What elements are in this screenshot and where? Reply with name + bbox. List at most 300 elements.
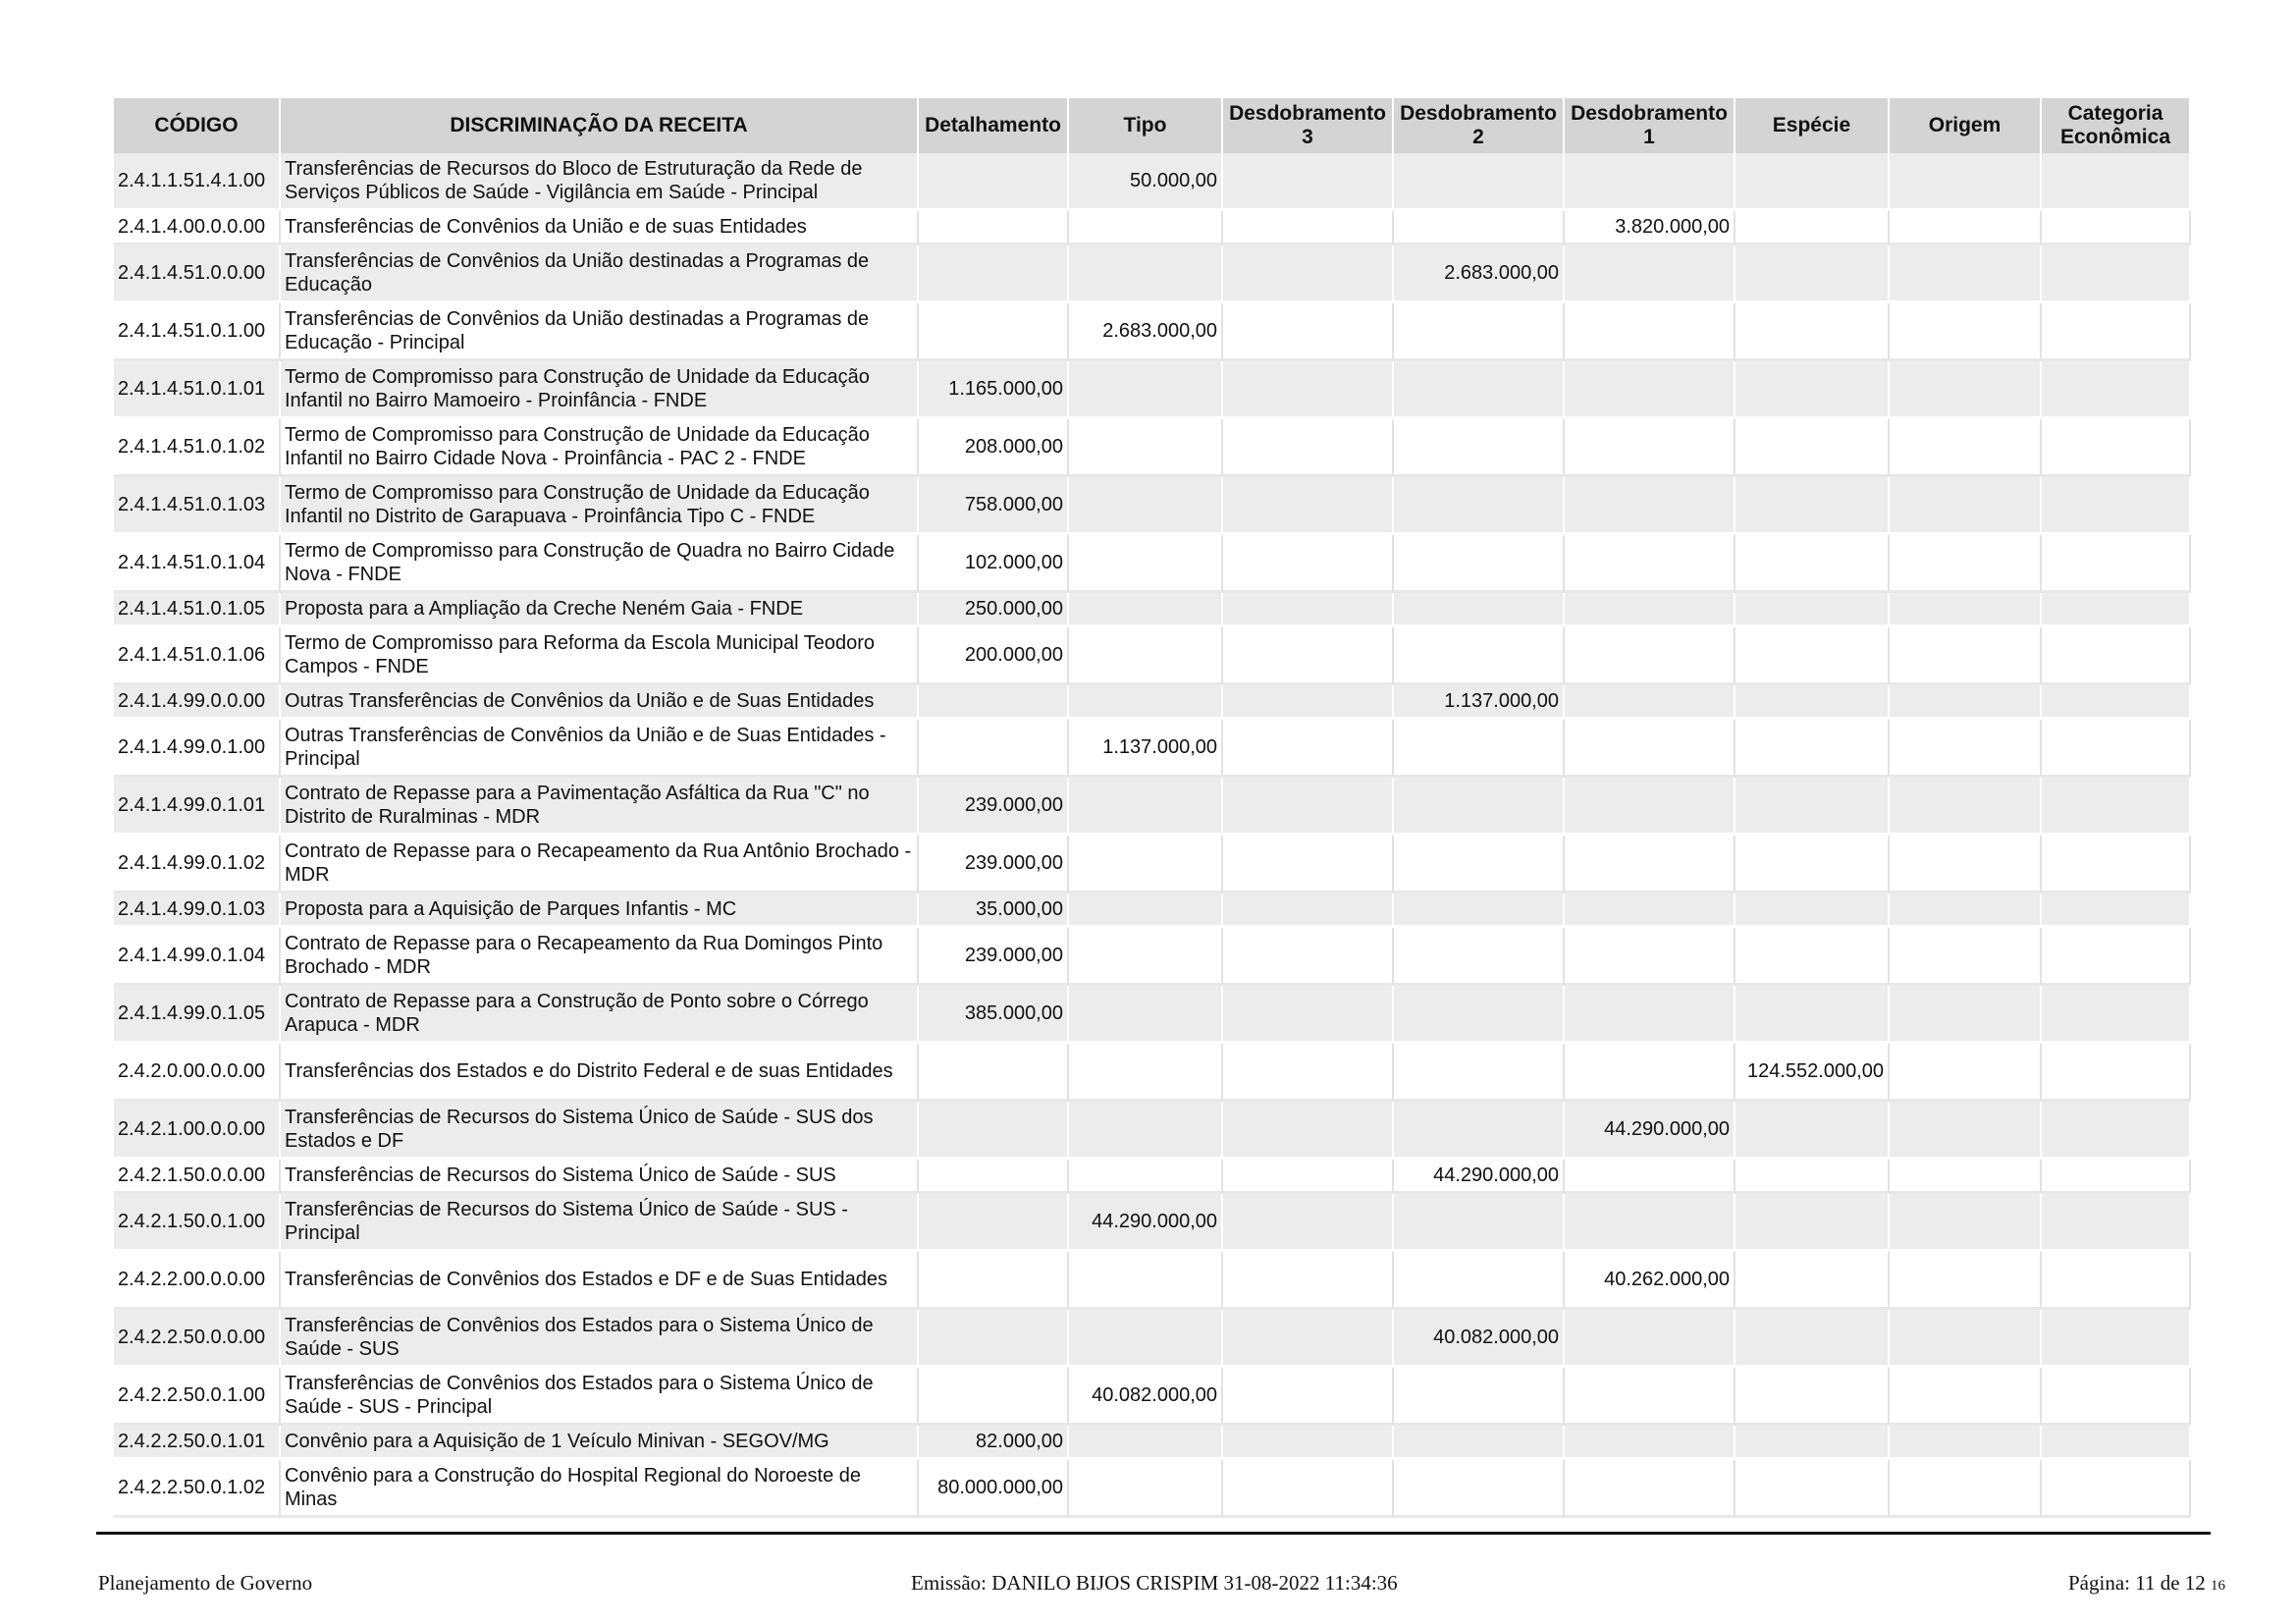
cell-tipo	[1069, 419, 1223, 477]
cell-desdobramento-1	[1565, 778, 1735, 836]
cell-desdobramento-2	[1394, 627, 1565, 685]
cell-desdobramento-2	[1394, 1426, 1565, 1460]
cell-origem	[1890, 778, 2042, 836]
cell-tipo	[1069, 685, 1223, 720]
cell-description: Outras Transferências de Convênios da União e de Suas Entidades	[281, 685, 919, 720]
cell-categoria-economica	[2042, 720, 2191, 778]
footer-page-label: Página: 11 de 12	[2068, 1571, 2206, 1595]
table-row	[114, 1368, 2191, 1426]
cell-especie	[1735, 986, 1890, 1044]
cell-origem	[1890, 836, 2042, 893]
cell-desdobramento-3	[1223, 1044, 1394, 1102]
cell-especie	[1735, 1252, 1890, 1310]
cell-desdobramento-1	[1565, 685, 1735, 720]
cell-desdobramento-3	[1223, 535, 1394, 593]
cell-origem	[1890, 685, 2042, 720]
cell-especie	[1735, 928, 1890, 986]
table-row	[114, 893, 2191, 928]
cell-code: 2.4.2.1.00.0.0.00	[114, 1102, 281, 1160]
cell-desdobramento-1	[1565, 893, 1735, 928]
cell-code: 2.4.1.4.99.0.1.00	[114, 720, 281, 778]
cell-description: Termo de Compromisso para Construção de Unidade da Educação Infantil no Bairro Cidade Nova - Proinfância - PAC 2 - FNDE	[281, 419, 919, 477]
table-row	[114, 778, 2191, 836]
cell-description: Contrato de Repasse para o Recapeamento da Rua Antônio Brochado - MDR	[281, 836, 919, 893]
table-body	[114, 153, 2191, 1518]
cell-code: 2.4.1.4.99.0.0.00	[114, 685, 281, 720]
table-row	[114, 836, 2191, 893]
cell-tipo	[1069, 986, 1223, 1044]
cell-especie	[1735, 303, 1890, 361]
cell-desdobramento-1	[1565, 928, 1735, 986]
cell-origem	[1890, 419, 2042, 477]
header-categoria-economica: Categoria Econômica	[2042, 98, 2191, 153]
table-row	[114, 477, 2191, 535]
cell-description: Termo de Compromisso para Reforma da Escola Municipal Teodoro Campos - FNDE	[281, 627, 919, 685]
cell-desdobramento-2	[1394, 361, 1565, 419]
cell-description: Contrato de Repasse para o Recapeamento da Rua Domingos Pinto Brochado - MDR	[281, 928, 919, 986]
cell-tipo	[1069, 535, 1223, 593]
cell-code: 2.4.1.4.99.0.1.04	[114, 928, 281, 986]
cell-description: Transferências de Recursos do Sistema Único de Saúde - SUS - Principal	[281, 1194, 919, 1252]
table-row	[114, 361, 2191, 419]
cell-detalhamento	[919, 1252, 1069, 1310]
header-desdobramento-1: Desdobramento 1	[1565, 98, 1735, 153]
cell-desdobramento-1	[1565, 477, 1735, 535]
cell-description: Transferências de Recursos do Sistema Único de Saúde - SUS	[281, 1160, 919, 1194]
cell-tipo	[1069, 1426, 1223, 1460]
header-discriminacao: DISCRIMINAÇÃO DA RECEITA	[281, 98, 919, 153]
table-row	[114, 928, 2191, 986]
cell-tipo	[1069, 627, 1223, 685]
cell-detalhamento	[919, 1102, 1069, 1160]
table-row	[114, 419, 2191, 477]
cell-especie	[1735, 419, 1890, 477]
cell-description: Termo de Compromisso para Construção de Unidade da Educação Infantil no Bairro Mamoeiro - Proinfância - FNDE	[281, 361, 919, 419]
cell-especie	[1735, 535, 1890, 593]
cell-description: Outras Transferências de Convênios da União e de Suas Entidades - Principal	[281, 720, 919, 778]
cell-desdobramento-3	[1223, 928, 1394, 986]
table-header-row	[114, 98, 2191, 153]
cell-desdobramento-3	[1223, 361, 1394, 419]
cell-description: Transferências de Convênios dos Estados e DF e de Suas Entidades	[281, 1252, 919, 1310]
cell-detalhamento	[919, 211, 1069, 245]
cell-categoria-economica	[2042, 1310, 2191, 1368]
cell-desdobramento-1	[1565, 986, 1735, 1044]
cell-tipo	[1069, 593, 1223, 627]
cell-detalhamento: 208.000,00	[919, 419, 1069, 477]
cell-desdobramento-1	[1565, 836, 1735, 893]
cell-description: Transferências de Convênios da União destinadas a Programas de Educação - Principal	[281, 303, 919, 361]
cell-desdobramento-3	[1223, 720, 1394, 778]
cell-desdobramento-2	[1394, 836, 1565, 893]
cell-desdobramento-1	[1565, 1194, 1735, 1252]
cell-origem	[1890, 1252, 2042, 1310]
cell-desdobramento-2	[1394, 893, 1565, 928]
cell-desdobramento-2: 2.683.000,00	[1394, 245, 1565, 303]
cell-code: 2.4.1.4.51.0.0.00	[114, 245, 281, 303]
cell-categoria-economica	[2042, 836, 2191, 893]
cell-categoria-economica	[2042, 1426, 2191, 1460]
cell-tipo	[1069, 477, 1223, 535]
table-row	[114, 1160, 2191, 1194]
cell-code: 2.4.1.4.51.0.1.04	[114, 535, 281, 593]
cell-description: Convênio para a Aquisição de 1 Veículo Minivan - SEGOV/MG	[281, 1426, 919, 1460]
cell-desdobramento-1	[1565, 419, 1735, 477]
cell-desdobramento-2	[1394, 535, 1565, 593]
cell-especie	[1735, 778, 1890, 836]
cell-desdobramento-2	[1394, 1368, 1565, 1426]
cell-desdobramento-3	[1223, 303, 1394, 361]
cell-code: 2.4.1.4.00.0.0.00	[114, 211, 281, 245]
table-row	[114, 535, 2191, 593]
cell-code: 2.4.1.1.51.4.1.00	[114, 153, 281, 211]
cell-desdobramento-2	[1394, 928, 1565, 986]
cell-tipo: 50.000,00	[1069, 153, 1223, 211]
table-row	[114, 1460, 2191, 1518]
cell-tipo: 1.137.000,00	[1069, 720, 1223, 778]
cell-origem	[1890, 1044, 2042, 1102]
cell-detalhamento	[919, 685, 1069, 720]
cell-code: 2.4.1.4.51.0.1.01	[114, 361, 281, 419]
cell-especie	[1735, 211, 1890, 245]
cell-description: Proposta para a Ampliação da Creche Neném Gaia - FNDE	[281, 593, 919, 627]
cell-origem	[1890, 153, 2042, 211]
footer-page-number	[2068, 1571, 2225, 1596]
cell-code: 2.4.1.4.51.0.1.02	[114, 419, 281, 477]
cell-detalhamento: 758.000,00	[919, 477, 1069, 535]
cell-desdobramento-3	[1223, 627, 1394, 685]
cell-detalhamento	[919, 1194, 1069, 1252]
cell-origem	[1890, 1426, 2042, 1460]
cell-detalhamento	[919, 1310, 1069, 1368]
cell-categoria-economica	[2042, 928, 2191, 986]
cell-desdobramento-3	[1223, 1310, 1394, 1368]
cell-tipo	[1069, 1102, 1223, 1160]
cell-desdobramento-2: 44.290.000,00	[1394, 1160, 1565, 1194]
cell-desdobramento-3	[1223, 1252, 1394, 1310]
cell-origem	[1890, 303, 2042, 361]
cell-especie	[1735, 1102, 1890, 1160]
cell-especie	[1735, 1160, 1890, 1194]
table-row	[114, 1426, 2191, 1460]
cell-categoria-economica	[2042, 778, 2191, 836]
cell-especie	[1735, 593, 1890, 627]
cell-description: Contrato de Repasse para a Construção de Ponto sobre o Córrego Arapuca - MDR	[281, 986, 919, 1044]
cell-especie	[1735, 153, 1890, 211]
cell-desdobramento-2	[1394, 477, 1565, 535]
table-row	[114, 303, 2191, 361]
cell-desdobramento-2	[1394, 1102, 1565, 1160]
footer-department: Planejamento de Governo	[98, 1571, 313, 1595]
cell-origem	[1890, 361, 2042, 419]
cell-especie	[1735, 245, 1890, 303]
cell-tipo: 2.683.000,00	[1069, 303, 1223, 361]
cell-desdobramento-1	[1565, 1426, 1735, 1460]
cell-tipo	[1069, 1252, 1223, 1310]
cell-code: 2.4.1.4.99.0.1.02	[114, 836, 281, 893]
cell-tipo	[1069, 836, 1223, 893]
table-row	[114, 986, 2191, 1044]
cell-tipo	[1069, 245, 1223, 303]
cell-description: Transferências dos Estados e do Distrito Federal e de suas Entidades	[281, 1044, 919, 1102]
cell-desdobramento-2	[1394, 593, 1565, 627]
cell-description: Transferências de Convênios da União e de suas Entidades	[281, 211, 919, 245]
cell-desdobramento-1	[1565, 1310, 1735, 1368]
cell-origem	[1890, 1368, 2042, 1426]
cell-code: 2.4.1.4.99.0.1.01	[114, 778, 281, 836]
cell-desdobramento-1	[1565, 361, 1735, 419]
cell-especie	[1735, 1194, 1890, 1252]
cell-categoria-economica	[2042, 245, 2191, 303]
cell-detalhamento: 385.000,00	[919, 986, 1069, 1044]
cell-origem	[1890, 535, 2042, 593]
cell-description: Transferências de Convênios dos Estados para o Sistema Único de Saúde - SUS - Principal	[281, 1368, 919, 1426]
cell-categoria-economica	[2042, 685, 2191, 720]
cell-desdobramento-2	[1394, 419, 1565, 477]
cell-desdobramento-1	[1565, 1044, 1735, 1102]
cell-desdobramento-2	[1394, 153, 1565, 211]
revenue-table-container	[114, 98, 2191, 1518]
cell-code: 2.4.2.2.50.0.1.00	[114, 1368, 281, 1426]
cell-especie: 124.552.000,00	[1735, 1044, 1890, 1102]
cell-detalhamento: 250.000,00	[919, 593, 1069, 627]
cell-detalhamento	[919, 153, 1069, 211]
cell-especie	[1735, 477, 1890, 535]
cell-desdobramento-2	[1394, 1044, 1565, 1102]
cell-especie	[1735, 1426, 1890, 1460]
cell-tipo: 44.290.000,00	[1069, 1194, 1223, 1252]
cell-categoria-economica	[2042, 1194, 2191, 1252]
cell-categoria-economica	[2042, 153, 2191, 211]
cell-desdobramento-1	[1565, 245, 1735, 303]
cell-desdobramento-3	[1223, 1460, 1394, 1518]
footer-page-small: 16	[2211, 1578, 2226, 1594]
cell-desdobramento-3	[1223, 1160, 1394, 1194]
header-desdobramento-2: Desdobramento 2	[1394, 98, 1565, 153]
cell-detalhamento	[919, 720, 1069, 778]
cell-especie	[1735, 685, 1890, 720]
cell-desdobramento-3	[1223, 685, 1394, 720]
cell-especie	[1735, 893, 1890, 928]
cell-origem	[1890, 720, 2042, 778]
cell-detalhamento: 200.000,00	[919, 627, 1069, 685]
cell-desdobramento-3	[1223, 593, 1394, 627]
cell-origem	[1890, 1310, 2042, 1368]
table-row	[114, 245, 2191, 303]
cell-tipo	[1069, 893, 1223, 928]
cell-tipo	[1069, 1460, 1223, 1518]
table-row	[114, 1310, 2191, 1368]
cell-categoria-economica	[2042, 535, 2191, 593]
cell-desdobramento-3	[1223, 836, 1394, 893]
cell-description: Transferências de Recursos do Sistema Único de Saúde - SUS dos Estados e DF	[281, 1102, 919, 1160]
cell-categoria-economica	[2042, 627, 2191, 685]
header-detalhamento: Detalhamento	[919, 98, 1069, 153]
cell-origem	[1890, 1160, 2042, 1194]
cell-origem	[1890, 1102, 2042, 1160]
cell-description: Transferências de Convênios da União destinadas a Programas de Educação	[281, 245, 919, 303]
cell-categoria-economica	[2042, 477, 2191, 535]
cell-categoria-economica	[2042, 1460, 2191, 1518]
cell-tipo	[1069, 1044, 1223, 1102]
cell-code: 2.4.2.2.50.0.0.00	[114, 1310, 281, 1368]
table-row	[114, 627, 2191, 685]
cell-code: 2.4.1.4.51.0.1.05	[114, 593, 281, 627]
cell-especie	[1735, 836, 1890, 893]
cell-desdobramento-2	[1394, 720, 1565, 778]
cell-desdobramento-2	[1394, 778, 1565, 836]
cell-description: Transferências de Recursos do Bloco de Estruturação da Rede de Serviços Públicos de Saúde - Vigilância em Saúde - Principal	[281, 153, 919, 211]
cell-tipo	[1069, 1160, 1223, 1194]
cell-detalhamento: 80.000.000,00	[919, 1460, 1069, 1518]
cell-tipo	[1069, 1310, 1223, 1368]
cell-desdobramento-2	[1394, 303, 1565, 361]
cell-code: 2.4.1.4.51.0.1.00	[114, 303, 281, 361]
cell-origem	[1890, 928, 2042, 986]
cell-desdobramento-2	[1394, 1252, 1565, 1310]
cell-especie	[1735, 627, 1890, 685]
cell-especie	[1735, 1460, 1890, 1518]
header-desdobramento-3: Desdobramento 3	[1223, 98, 1394, 153]
cell-description: Termo de Compromisso para Construção de Quadra no Bairro Cidade Nova - FNDE	[281, 535, 919, 593]
cell-desdobramento-3	[1223, 986, 1394, 1044]
cell-origem	[1890, 211, 2042, 245]
header-codigo: CÓDIGO	[114, 98, 281, 153]
cell-detalhamento: 1.165.000,00	[919, 361, 1069, 419]
cell-code: 2.4.1.4.99.0.1.05	[114, 986, 281, 1044]
cell-tipo	[1069, 361, 1223, 419]
cell-categoria-economica	[2042, 1044, 2191, 1102]
cell-categoria-economica	[2042, 419, 2191, 477]
cell-detalhamento: 35.000,00	[919, 893, 1069, 928]
cell-tipo	[1069, 211, 1223, 245]
cell-desdobramento-2	[1394, 1460, 1565, 1518]
table-row	[114, 1194, 2191, 1252]
cell-desdobramento-1: 3.820.000,00	[1565, 211, 1735, 245]
cell-categoria-economica	[2042, 986, 2191, 1044]
cell-desdobramento-1: 44.290.000,00	[1565, 1102, 1735, 1160]
cell-detalhamento	[919, 1044, 1069, 1102]
cell-detalhamento: 102.000,00	[919, 535, 1069, 593]
cell-desdobramento-3	[1223, 245, 1394, 303]
footer-emission: Emissão: DANILO BIJOS CRISPIM 31-08-2022 11:34:36	[911, 1571, 1398, 1595]
cell-categoria-economica	[2042, 361, 2191, 419]
table-row	[114, 685, 2191, 720]
cell-tipo	[1069, 778, 1223, 836]
cell-code: 2.4.1.4.51.0.1.06	[114, 627, 281, 685]
cell-origem	[1890, 1194, 2042, 1252]
cell-desdobramento-3	[1223, 153, 1394, 211]
cell-tipo	[1069, 928, 1223, 986]
cell-desdobramento-3	[1223, 1368, 1394, 1426]
cell-especie	[1735, 361, 1890, 419]
cell-especie	[1735, 1368, 1890, 1426]
cell-desdobramento-1	[1565, 627, 1735, 685]
table-row	[114, 153, 2191, 211]
cell-detalhamento: 239.000,00	[919, 778, 1069, 836]
cell-desdobramento-1: 40.262.000,00	[1565, 1252, 1735, 1310]
cell-code: 2.4.2.0.00.0.0.00	[114, 1044, 281, 1102]
cell-desdobramento-1	[1565, 535, 1735, 593]
cell-detalhamento: 82.000,00	[919, 1426, 1069, 1460]
cell-description: Convênio para a Construção do Hospital Regional do Noroeste de Minas	[281, 1460, 919, 1518]
cell-description: Transferências de Convênios dos Estados para o Sistema Único de Saúde - SUS	[281, 1310, 919, 1368]
cell-desdobramento-1	[1565, 1460, 1735, 1518]
cell-origem	[1890, 893, 2042, 928]
cell-desdobramento-2	[1394, 986, 1565, 1044]
cell-categoria-economica	[2042, 1160, 2191, 1194]
cell-origem	[1890, 1460, 2042, 1518]
footer-divider	[96, 1532, 2211, 1535]
cell-categoria-economica	[2042, 1368, 2191, 1426]
cell-categoria-economica	[2042, 893, 2191, 928]
revenue-table	[114, 98, 2191, 1518]
cell-desdobramento-1	[1565, 303, 1735, 361]
cell-detalhamento: 239.000,00	[919, 928, 1069, 986]
cell-detalhamento	[919, 245, 1069, 303]
table-row	[114, 593, 2191, 627]
cell-code: 2.4.1.4.51.0.1.03	[114, 477, 281, 535]
cell-detalhamento: 239.000,00	[919, 836, 1069, 893]
cell-desdobramento-3	[1223, 1426, 1394, 1460]
cell-especie	[1735, 720, 1890, 778]
cell-detalhamento	[919, 1160, 1069, 1194]
cell-desdobramento-1	[1565, 593, 1735, 627]
cell-desdobramento-3	[1223, 1102, 1394, 1160]
cell-desdobramento-3	[1223, 1194, 1394, 1252]
cell-tipo: 40.082.000,00	[1069, 1368, 1223, 1426]
cell-categoria-economica	[2042, 303, 2191, 361]
cell-desdobramento-3	[1223, 477, 1394, 535]
cell-categoria-economica	[2042, 1252, 2191, 1310]
cell-desdobramento-3	[1223, 893, 1394, 928]
cell-origem	[1890, 477, 2042, 535]
cell-detalhamento	[919, 303, 1069, 361]
cell-description: Contrato de Repasse para a Pavimentação Asfáltica da Rua "C" no Distrito de Ruralminas - MDR	[281, 778, 919, 836]
cell-desdobramento-2	[1394, 1194, 1565, 1252]
cell-code: 2.4.2.1.50.0.0.00	[114, 1160, 281, 1194]
cell-desdobramento-2: 40.082.000,00	[1394, 1310, 1565, 1368]
cell-description: Termo de Compromisso para Construção de Unidade da Educação Infantil no Distrito de Garapuava - Proinfância Tipo C - FNDE	[281, 477, 919, 535]
table-row	[114, 1252, 2191, 1310]
cell-desdobramento-1	[1565, 1160, 1735, 1194]
cell-desdobramento-3	[1223, 419, 1394, 477]
cell-code: 2.4.2.2.50.0.1.02	[114, 1460, 281, 1518]
cell-code: 2.4.1.4.99.0.1.03	[114, 893, 281, 928]
header-origem: Origem	[1890, 98, 2042, 153]
cell-desdobramento-1	[1565, 720, 1735, 778]
cell-code: 2.4.2.2.50.0.1.01	[114, 1426, 281, 1460]
cell-code: 2.4.2.2.00.0.0.00	[114, 1252, 281, 1310]
table-row	[114, 1044, 2191, 1102]
cell-categoria-economica	[2042, 1102, 2191, 1160]
header-tipo: Tipo	[1069, 98, 1223, 153]
header-especie: Espécie	[1735, 98, 1890, 153]
cell-origem	[1890, 986, 2042, 1044]
cell-desdobramento-1	[1565, 153, 1735, 211]
cell-categoria-economica	[2042, 593, 2191, 627]
cell-code: 2.4.2.1.50.0.1.00	[114, 1194, 281, 1252]
cell-especie	[1735, 1310, 1890, 1368]
cell-description: Proposta para a Aquisição de Parques Infantis - MC	[281, 893, 919, 928]
cell-categoria-economica	[2042, 211, 2191, 245]
table-row	[114, 720, 2191, 778]
cell-desdobramento-2	[1394, 211, 1565, 245]
cell-desdobramento-1	[1565, 1368, 1735, 1426]
table-row	[114, 1102, 2191, 1160]
cell-desdobramento-3	[1223, 211, 1394, 245]
cell-desdobramento-2: 1.137.000,00	[1394, 685, 1565, 720]
